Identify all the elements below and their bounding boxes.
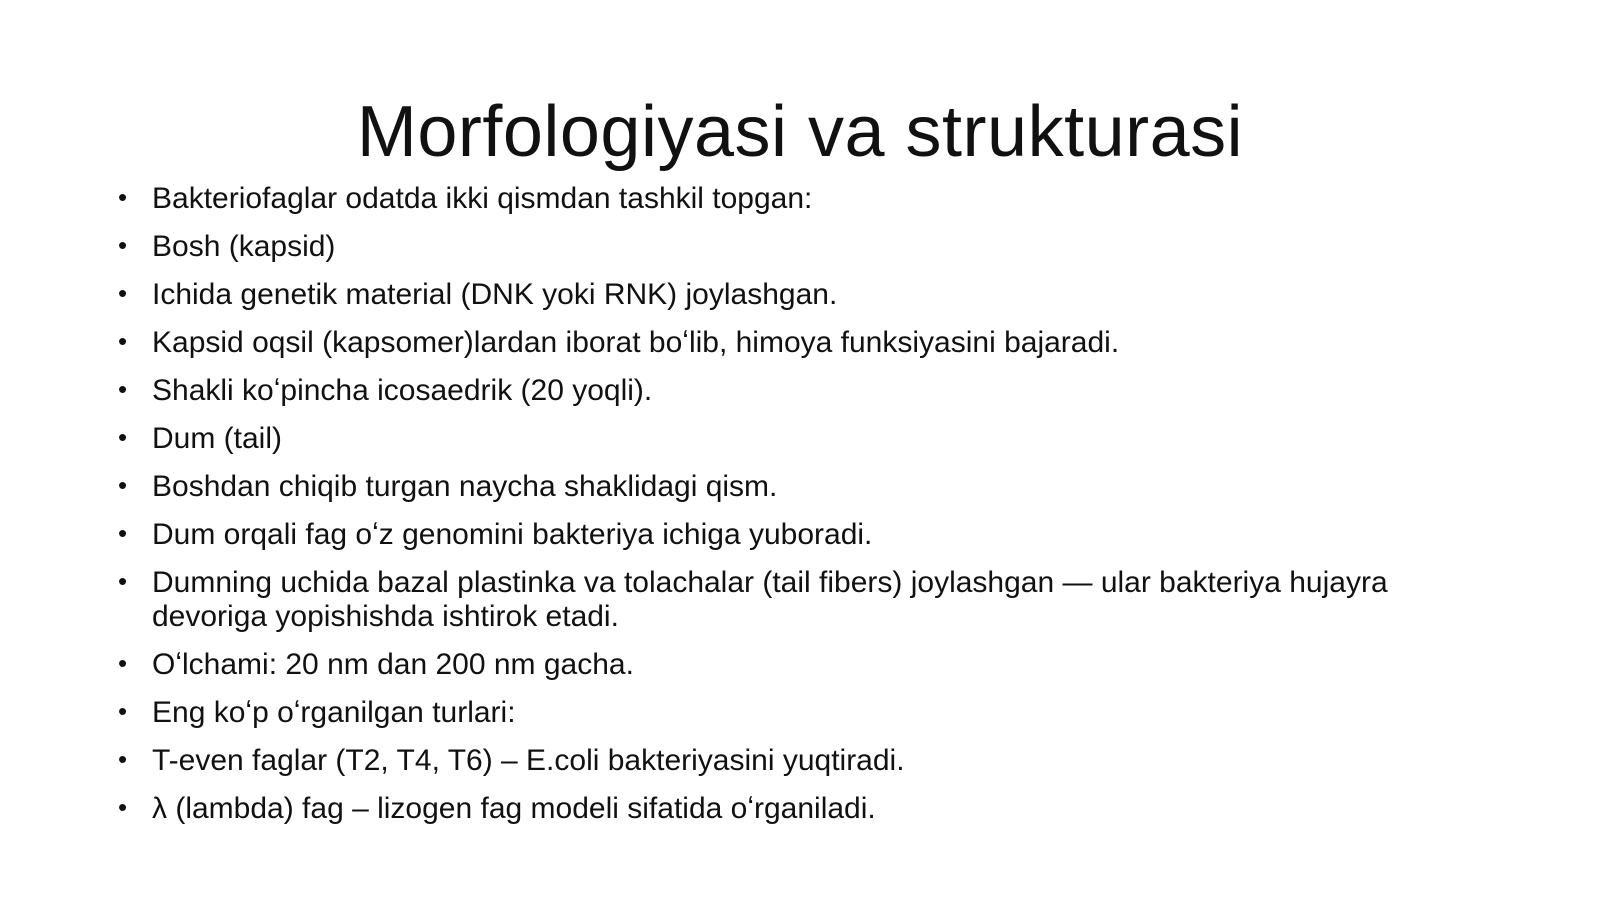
bullet-dot-icon: • [118,230,128,260]
bullet-dot-icon: • [118,326,128,356]
bullet-text: Eng koʻp oʻrganilgan turlari: [152,696,516,729]
bullet-text: Bakteriofaglar odatda ikki qismdan tashkil topgan: [152,182,813,215]
bullet-text: T-even faglar (T2, T4, T6) – E.coli bakteriyasini yuqtiradi. [152,744,905,777]
bullet-dot-icon: • [118,792,128,822]
bullet-text: Oʻlchami: 20 nm dan 200 nm gacha. [152,648,634,681]
bullet-text: Boshdan chiqib turgan naycha shaklidagi qism. [152,470,778,503]
bullet-dot-icon: • [118,744,128,774]
bullet-dot-icon: • [118,182,128,212]
list-item [118,422,1488,456]
list-item [118,182,1488,216]
bullet-list [118,182,1488,840]
bullet-text: Ichida genetik material (DNK yoki RNK) joylashgan. [152,278,838,311]
bullet-text: Shakli koʻpincha icosaedrik (20 yoqli). [152,374,653,407]
list-item [118,792,1488,826]
list-item [118,648,1488,682]
list-item [118,518,1488,552]
list-item [118,374,1488,408]
bullet-text: Dumning uchida bazal plastinka va tolachalar (tail fibers) joylashgan — ular bakteriya hujayra devoriga yopishishda ishtirok etadi. [152,566,1388,633]
list-item [118,326,1488,360]
bullet-text: Bosh (kapsid) [152,230,336,263]
bullet-dot-icon: • [118,566,128,596]
bullet-text: λ (lambda) fag – lizogen fag modeli sifatida oʻrganiladi. [152,792,876,825]
list-item [118,230,1488,264]
list-item [118,278,1488,312]
bullet-dot-icon: • [118,696,128,726]
slide-title: Morfologiyasi va strukturasi [356,92,1244,172]
bullet-text: Dum orqali fag oʻz genomini bakteriya ichiga yuboradi. [152,518,873,551]
bullet-dot-icon: • [118,374,128,404]
bullet-dot-icon: • [118,278,128,308]
list-item [118,470,1488,504]
bullet-dot-icon: • [118,422,128,452]
bullet-text: Kapsid oqsil (kapsomer)lardan iborat boʻlib, himoya funksiyasini bajaradi. [152,326,1120,359]
bullet-dot-icon: • [118,470,128,500]
list-item [118,696,1488,730]
list-item [118,744,1488,778]
bullet-text: Dum (tail) [152,422,283,455]
bullet-dot-icon: • [118,648,128,678]
list-item [118,566,1488,634]
bullet-dot-icon: • [118,518,128,548]
